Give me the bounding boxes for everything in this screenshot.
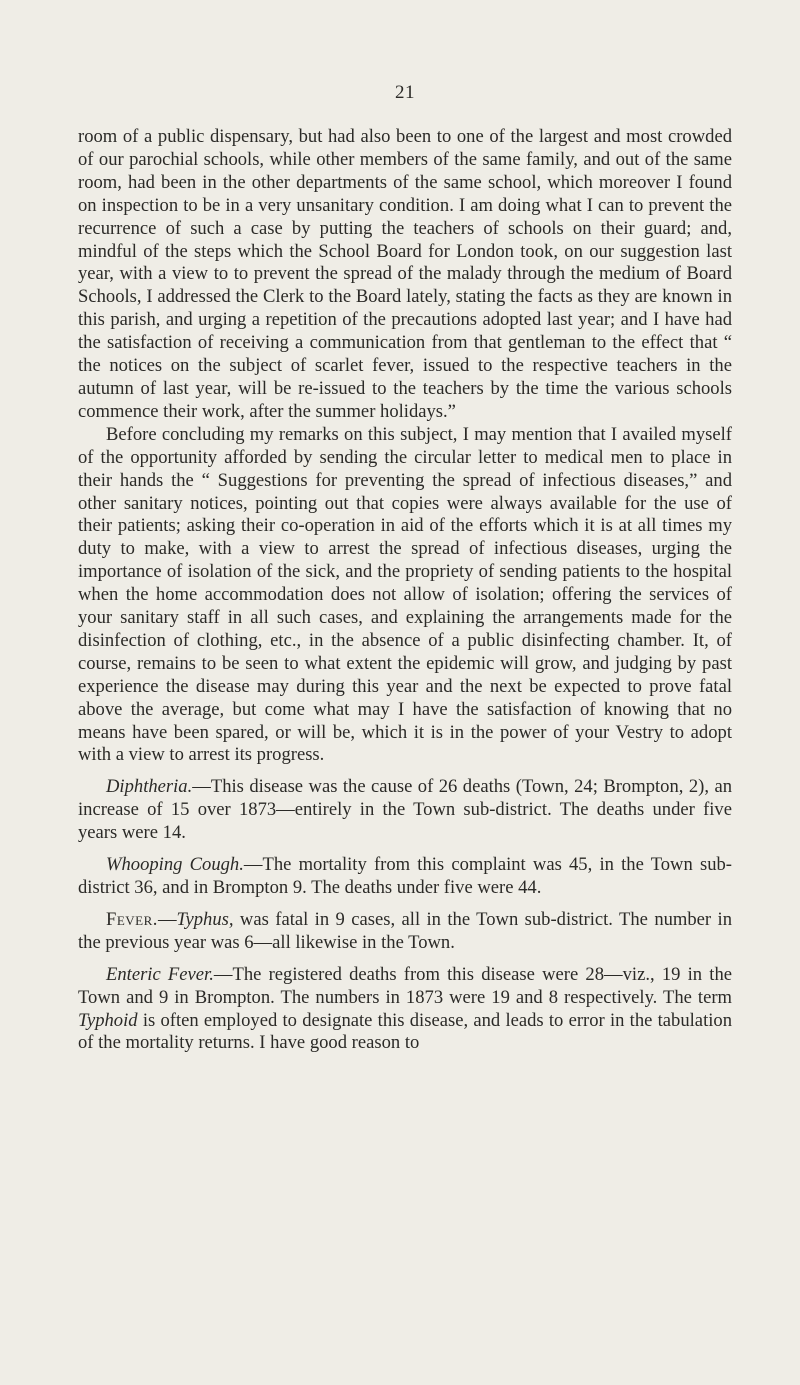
paragraph-scarlet-fever-continued: room of a public dispensary, but had also been to one of the largest and most crowded of our parochial schools, while other members of the same family, and out of the same room, had been in the other departments of the same school, which moreover I found on inspection to be in a very unsanitary condition. I am doing what I can to prevent the recurrence of such a case by putting the teachers of schools on their guard; and, mindful of the steps which the School Board for London took, on our suggestion last year, with a view to to prevent the spread of the malady through the medium of Board Schools, I addressed the Clerk to the Board lately, stating the facts as they are known in this parish, and urging a repetition of the precautions adopted last year; and I have had the satisfaction of receiving a communication from that gentleman to the effect that “ the notices on the subject of scarlet fever, issued to the respective teachers in the autumn of last year, will be re-issued to the teachers by the time the various schools commence their work, after the summer holidays.” bbox=[78, 126, 732, 422]
enteric-fever-text-1: —The registered deaths from this disease were 28—viz., 19 in the Town and 9 in Brompton. The numbers in 1873 were 19 and 8 respectively. The term bbox=[78, 963, 732, 1008]
typhoid-term: Typhoid bbox=[78, 1009, 138, 1031]
paragraph-fever-typhus bbox=[78, 909, 732, 955]
paragraph-diphtheria bbox=[78, 776, 732, 845]
paragraph-circular-letter: Before concluding my remarks on this subject, I may mention that I availed myself of the opportunity afforded by sending the circular letter to medical men to place in their hands the “ Suggestions for preventing the spread of infectious diseases,” and other sanitary notices, pointing out that copies were always available for the use of their patients; asking their co-operation in aid of the efforts which it is at all times my duty to make, with a view to arrest the spread of infectious diseases, urging the importance of isolation of the sick, and the propriety of sending patients to the hospital when the home accommodation does not allow of isolation; offering the services of your sanitary staff in all such cases, and explaining the arrangements made for the disinfection of clothing, etc., in the absence of a public disinfecting chamber. It, of course, remains to be seen to what extent the epidemic will grow, and judging by past experience the disease may during this year and the next be expected to prove fatal above the average, but come what may I have the satisfaction of knowing that no means have been spared, or will be, which it is in the power of your Vestry to adopt with a view to arrest its progress. bbox=[78, 423, 732, 766]
typhus-heading: Typhus, bbox=[176, 908, 234, 930]
fever-heading: Fever. bbox=[106, 908, 158, 930]
fever-dash: — bbox=[157, 908, 177, 930]
diphtheria-text: —This disease was the cause of 26 deaths (Town, 24; Brompton, 2), an increase of 15 over 1873—entirely in the Town sub-district. The deaths under five years were 14. bbox=[78, 776, 732, 844]
enteric-fever-text-2: is often employed to designate this disease, and leads to error in the tabulation of the mortality returns. I have good reason to bbox=[78, 1009, 732, 1054]
page-number: 21 bbox=[395, 82, 415, 103]
enteric-fever-heading: Enteric Fever. bbox=[106, 963, 214, 985]
diphtheria-heading: Diphtheria. bbox=[106, 776, 193, 798]
paragraph-enteric-fever bbox=[78, 964, 732, 1056]
document-page bbox=[78, 82, 732, 1055]
paragraph-whooping-cough bbox=[78, 854, 732, 900]
whooping-cough-text: —The mortality from this complaint was 45, in the Town sub-district 36, and in Brompton 9. The deaths under five were 44. bbox=[78, 854, 732, 898]
whooping-cough-heading: Whooping Cough. bbox=[106, 854, 244, 876]
typhus-text: was fatal in 9 cases, all in the Town sub-district. The number in the previous year was 6—all likewise in the Town. bbox=[78, 908, 732, 953]
